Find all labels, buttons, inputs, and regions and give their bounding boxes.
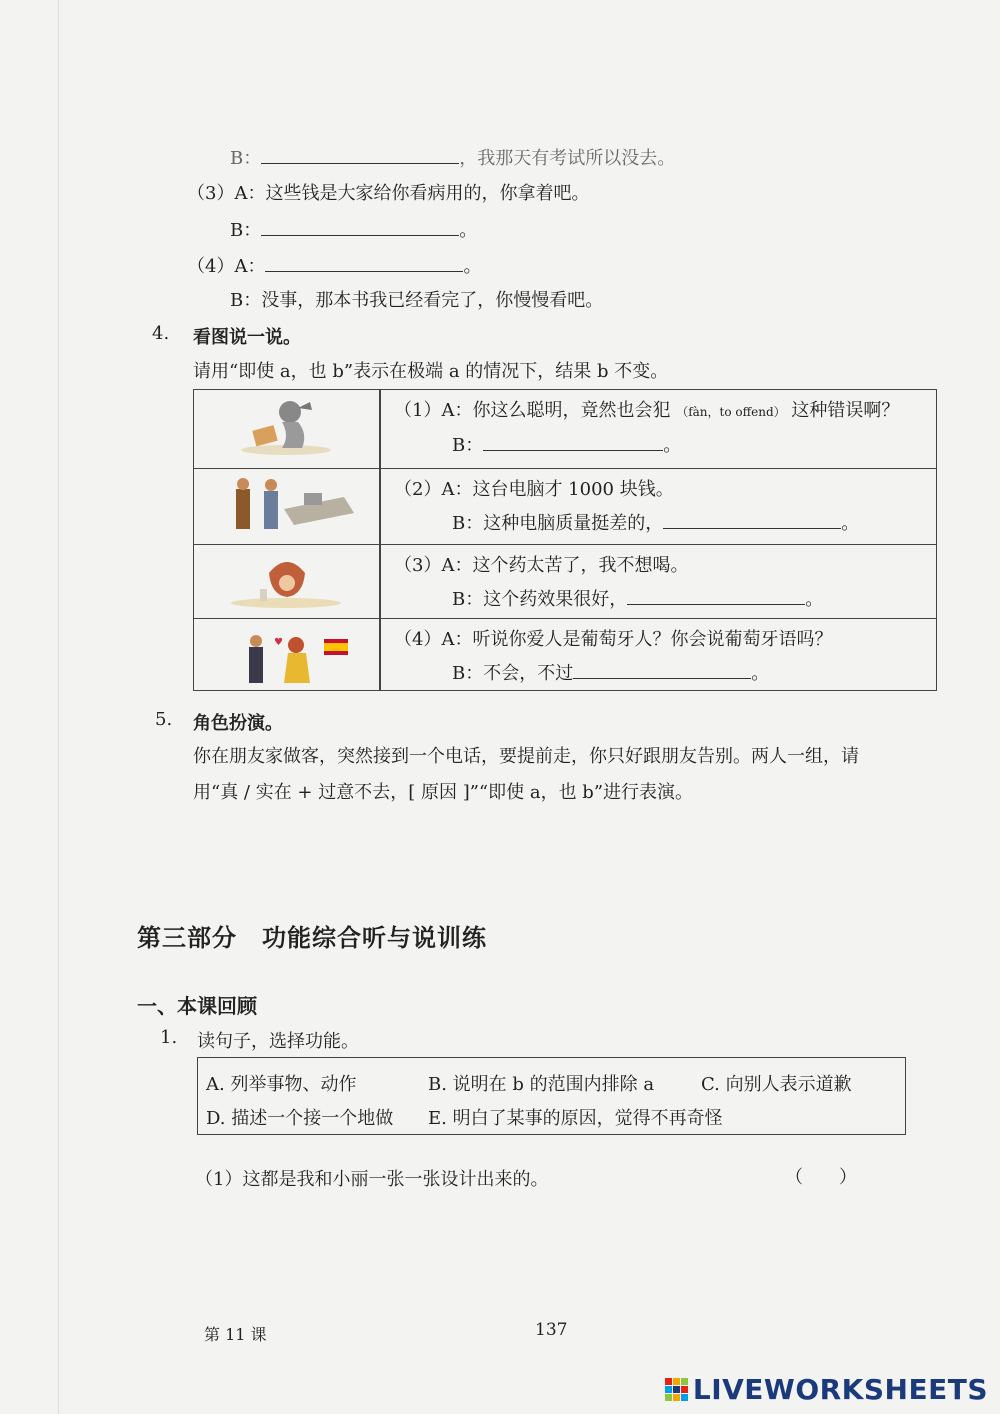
s3-q1-number: 1. (160, 1027, 178, 1048)
q4-instruction: 请用“即使 a，也 b”表示在极端 a 的情况下，结果 b 不变。 (193, 361, 669, 382)
answer-blank[interactable] (265, 270, 463, 272)
options-box (197, 1057, 906, 1135)
option-d: D. 描述一个接一个地做 (206, 1108, 394, 1129)
s3-q1-title: 读句子，选择功能。 (197, 1031, 359, 1052)
q5-number: 5. (155, 709, 173, 730)
brand-text: LIVEWORKSHEETS (692, 1373, 988, 1406)
answer-blank[interactable] (261, 234, 459, 236)
q5-line2: 用“真 / 实在 + 过意不去，[ 原因 ]”“即使 a，也 b”进行表演。 (193, 782, 694, 803)
q5-line1: 你在朋友家做客，突然接到一个电话，要提前走，你只好跟朋友告别。两人一组，请 (193, 746, 859, 767)
computer-shop-illustration (194, 469, 379, 545)
s3-item1: （1）这都是我和小丽一张一张设计出来的。 (195, 1169, 549, 1190)
dialog-item3-b: B： 。 (230, 220, 478, 241)
dialog-item4-a: （4）A： 。 (187, 256, 482, 277)
lesson-label: 第 11 课 (204, 1325, 267, 1344)
option-b: B. 说明在 b 的范围内排除 a (428, 1074, 655, 1095)
picture-table (193, 389, 937, 691)
option-e: E. 明白了某事的原因，觉得不再奇怪 (428, 1108, 723, 1129)
answer-blank[interactable] (627, 603, 805, 605)
subsection-title: 一、本课回顾 (137, 994, 257, 1018)
thinking-person-illustration (194, 390, 379, 468)
dialog-item3-a: （3）A：这些钱是大家给你看病用的，你拿着吧。 (187, 183, 590, 204)
q5-title: 角色扮演。 (193, 713, 283, 734)
table-row: （2）A：这台电脑才 1000 块钱。 B：这种电脑质量挺差的， 。 (194, 468, 936, 544)
answer-blank[interactable] (573, 677, 751, 679)
page-edge (58, 0, 59, 1414)
svg-text:♥: ♥ (274, 637, 283, 648)
option-c: C. 向别人表示道歉 (701, 1074, 852, 1095)
table-row: （3）A：这个药太苦了，我不想喝。 B：这个药效果很好， 。 (194, 544, 936, 618)
medicine-illustration (194, 545, 379, 619)
q4-number: 4. (152, 323, 170, 344)
section-title: 第三部分 功能综合听与说训练 (137, 923, 487, 952)
answer-blank[interactable] (663, 527, 841, 529)
answer-paren[interactable]: （ ） (785, 1167, 857, 1188)
answer-blank[interactable] (261, 162, 459, 164)
page-number: 137 (535, 1320, 568, 1340)
table-row: （1）A：你这么聪明，竟然也会犯 （fàn，to offend） 这种错误啊？ B： 。 (194, 390, 936, 468)
table-row: ♥ （4）A：听说你爱人是葡萄牙人？你会说葡萄牙语吗？ B：不会，不过 。 (194, 618, 936, 692)
q4-title: 看图说一说。 (193, 327, 301, 348)
logo-grid-icon (665, 1378, 689, 1402)
dialog-line-b2: B： ，我那天有考试所以没去。 (230, 148, 676, 169)
option-a: A. 列举事物、动作 (206, 1074, 357, 1095)
answer-blank[interactable] (483, 449, 663, 451)
dialog-item4-b: B：没事，那本书我已经看完了，你慢慢看吧。 (230, 290, 604, 311)
liveworksheets-logo (665, 1373, 988, 1406)
couple-spain-flag-illustration (194, 619, 379, 693)
